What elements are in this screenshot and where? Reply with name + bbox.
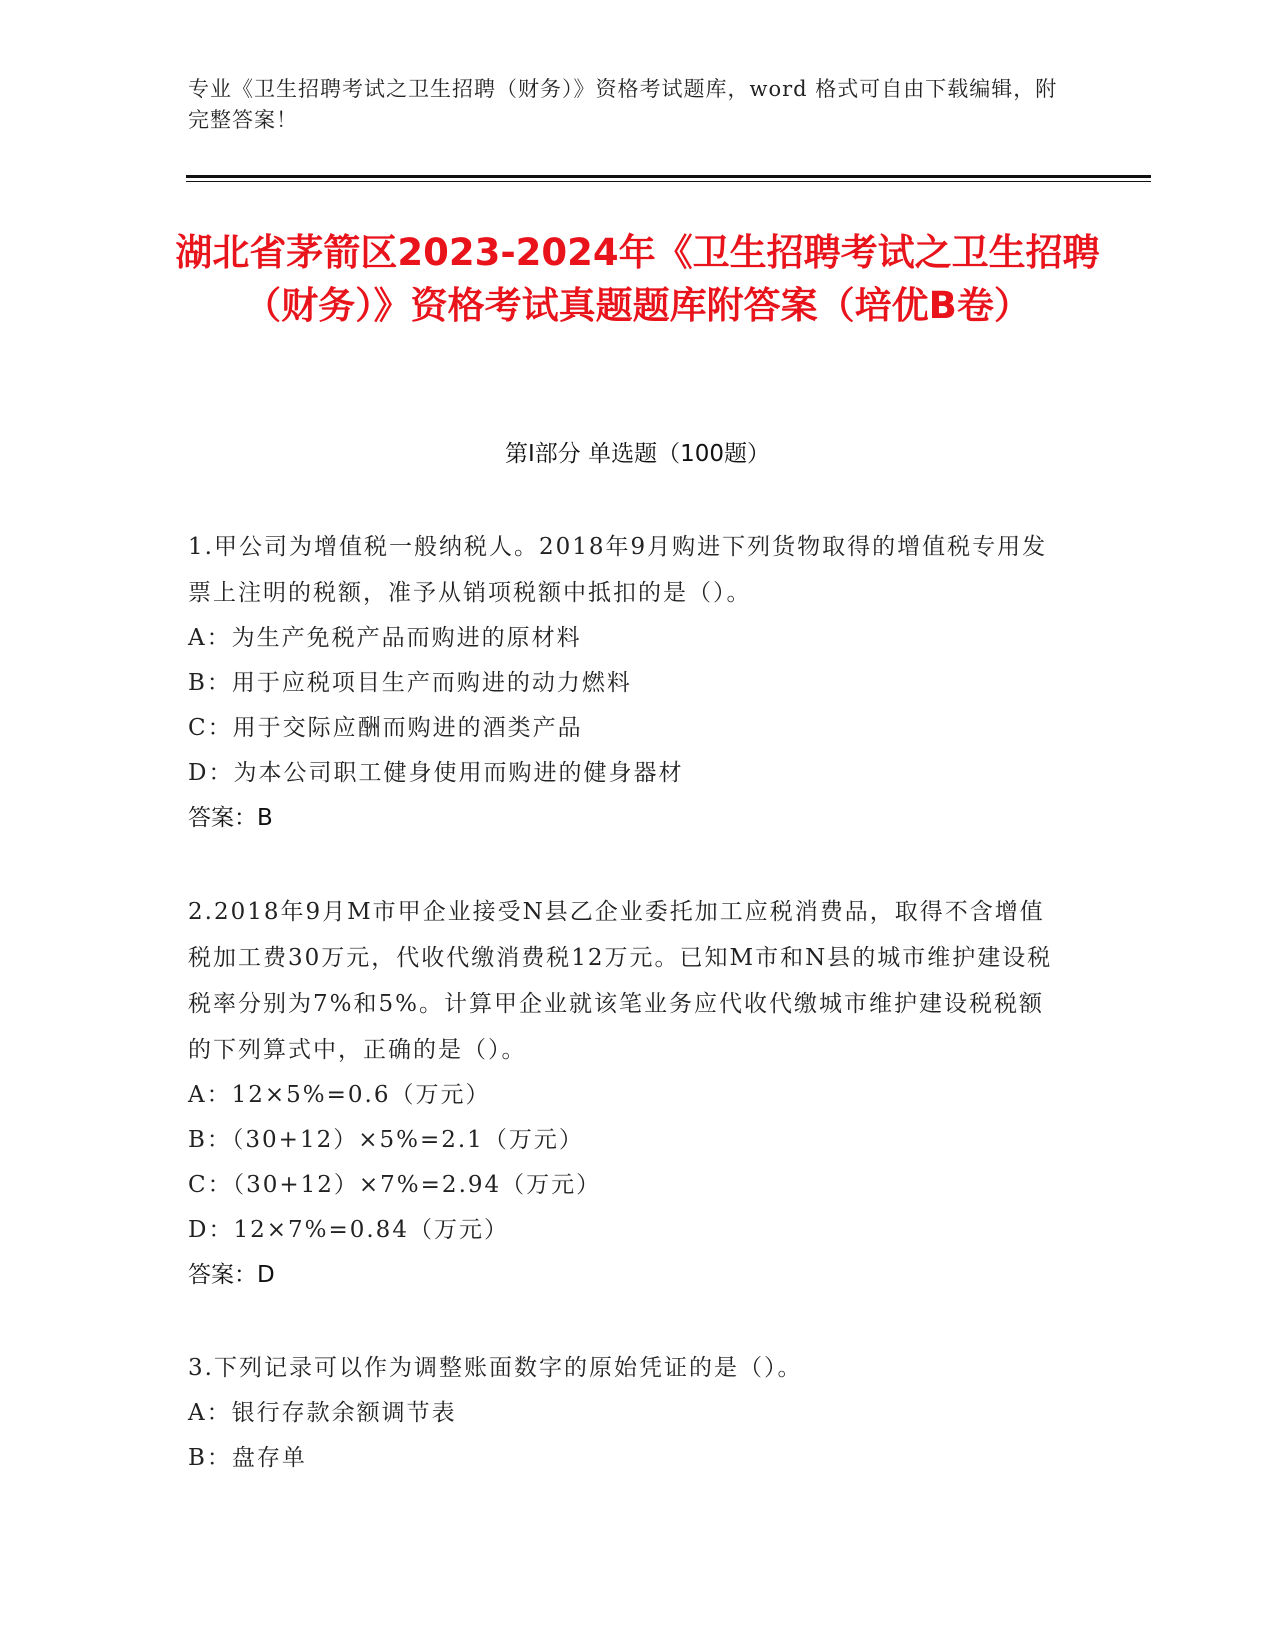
document-title: 湖北省茅箭区2023-2024年《卫生招聘考试之卫生招聘（财务）》资格考试真题题库附答案（培优B卷） bbox=[175, 231, 1100, 327]
header-divider-thick bbox=[186, 175, 1151, 178]
answer-label: 答案：D bbox=[188, 1262, 275, 1288]
question-2 bbox=[188, 889, 1068, 1298]
option-a: A：银行存款余额调节表 bbox=[188, 1400, 457, 1426]
section-title: 第I部分 单选题（100题） bbox=[505, 441, 770, 467]
question-stem: 2.2018年9月M市甲企业接受N县乙企业委托加工应税消费品，取得不含增值税加工费30万元，代收代缴消费税12万元。已知M市和N县的城市维护建设税税率分别为7%和5%。计算甲企业就该笔业务应代收代缴城市维护建设税税额的下列算式中，正确的是（）。 bbox=[188, 899, 1053, 1063]
option-c: C：（30+12）×7%=2.94（万元） bbox=[188, 1172, 602, 1198]
option-b: B：盘存单 bbox=[188, 1445, 307, 1471]
option-c: C：用于交际应酬而购进的酒类产品 bbox=[188, 715, 583, 741]
question-3 bbox=[188, 1345, 1068, 1481]
option-b: B：用于应税项目生产而购进的动力燃料 bbox=[188, 670, 632, 696]
question-stem: 3.下列记录可以作为调整账面数字的原始凭证的是（）。 bbox=[188, 1355, 803, 1381]
option-d: D：为本公司职工健身使用而购进的健身器材 bbox=[188, 760, 684, 786]
answer-label: 答案：B bbox=[188, 805, 273, 831]
header-note: 专业《卫生招聘考试之卫生招聘（财务）》资格考试题库，word 格式可自由下载编辑，附完整答案！ bbox=[188, 77, 1058, 132]
option-a: A：为生产免税产品而购进的原材料 bbox=[188, 625, 582, 651]
question-1 bbox=[188, 524, 1068, 841]
option-a: A：12×5%=0.6（万元） bbox=[188, 1082, 491, 1108]
option-d: D：12×7%=0.84（万元） bbox=[188, 1217, 509, 1243]
option-b: B：（30+12）×5%=2.1（万元） bbox=[188, 1127, 584, 1153]
header-divider-thin bbox=[186, 181, 1151, 182]
question-stem: 1.甲公司为增值税一般纳税人。2018年9月购进下列货物取得的增值税专用发票上注明的税额，准予从销项税额中抵扣的是（）。 bbox=[188, 534, 1048, 606]
